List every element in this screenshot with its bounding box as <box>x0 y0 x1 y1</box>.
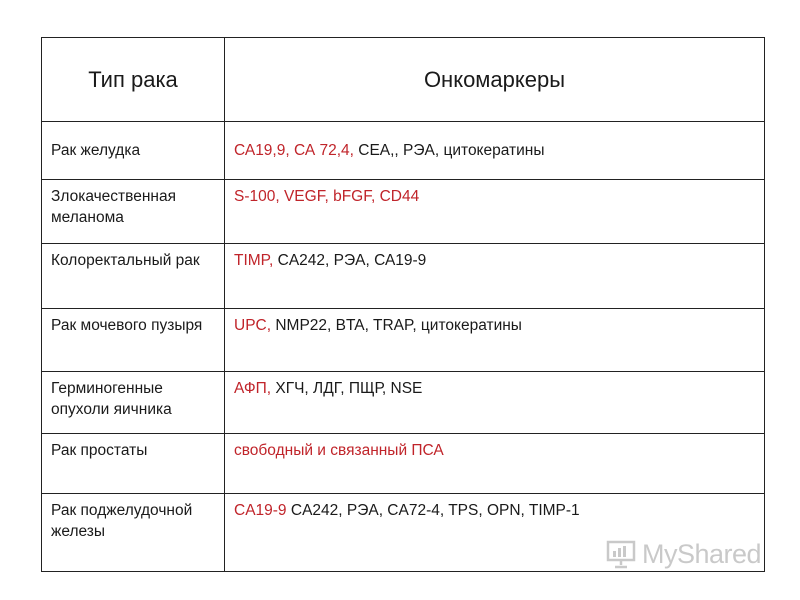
cancer-type-cell <box>42 244 225 309</box>
cancer-type-text: Рак мочевого пузыря <box>51 317 203 334</box>
key-markers: CA19-9 <box>234 502 287 519</box>
key-markers: свободный и связанный ПСА <box>234 442 444 459</box>
cancer-type-cell <box>42 122 225 180</box>
other-markers: CA242, РЭА, СА19-9 <box>273 252 427 269</box>
cancer-type-cell <box>42 434 225 494</box>
header-markers: Онкомаркеры <box>225 38 765 122</box>
cancer-type-text: Герминогенные опухоли яичника <box>51 380 172 418</box>
other-markers: ХГЧ, ЛДГ, ПЩР, NSE <box>271 380 423 397</box>
table-row <box>42 244 765 309</box>
table-row <box>42 434 765 494</box>
key-markers: UPC, <box>234 317 272 334</box>
table-row <box>42 180 765 244</box>
table-row <box>42 309 765 372</box>
cancer-type-cell <box>42 494 225 572</box>
markers-cell <box>225 309 765 372</box>
key-markers: АФП, <box>234 380 272 397</box>
markers-cell <box>225 372 765 434</box>
cancer-type-cell <box>42 180 225 244</box>
cancer-type-text: Колоректальный рак <box>51 252 200 269</box>
cancer-type-cell <box>42 309 225 372</box>
table-row <box>42 372 765 434</box>
markers-cell <box>225 434 765 494</box>
markers-cell <box>225 122 765 180</box>
markers-cell <box>225 180 765 244</box>
cancer-type-cell <box>42 372 225 434</box>
watermark-text: MyShared <box>642 538 762 569</box>
other-markers: CA242, РЭА, CA72-4, TPS, OPN, TIMP-1 <box>286 502 580 519</box>
other-markers: NMP22, BTA, TRAP, цитокератины <box>271 317 522 334</box>
myshared-watermark <box>606 537 766 571</box>
markers-cell <box>225 244 765 309</box>
header-row <box>42 38 765 122</box>
key-markers: СА19,9, СА 72,4, <box>234 142 354 159</box>
oncomarkers-table <box>41 37 765 572</box>
presentation-board-icon <box>606 539 636 569</box>
cancer-type-text: Рак простаты <box>51 442 148 459</box>
header-cancer-type: Тип рака <box>42 38 225 122</box>
key-markers: TIMP, <box>234 252 274 269</box>
cancer-type-text: Рак желудка <box>51 142 141 159</box>
key-markers: S-100, VEGF, bFGF, CD44 <box>234 188 420 205</box>
table-row <box>42 122 765 180</box>
cancer-type-text: Рак поджелудочной железы <box>51 502 193 540</box>
cancer-type-text: Злокачественная меланома <box>51 188 176 226</box>
other-markers: СЕА,, РЭА, цитокератины <box>353 142 545 159</box>
